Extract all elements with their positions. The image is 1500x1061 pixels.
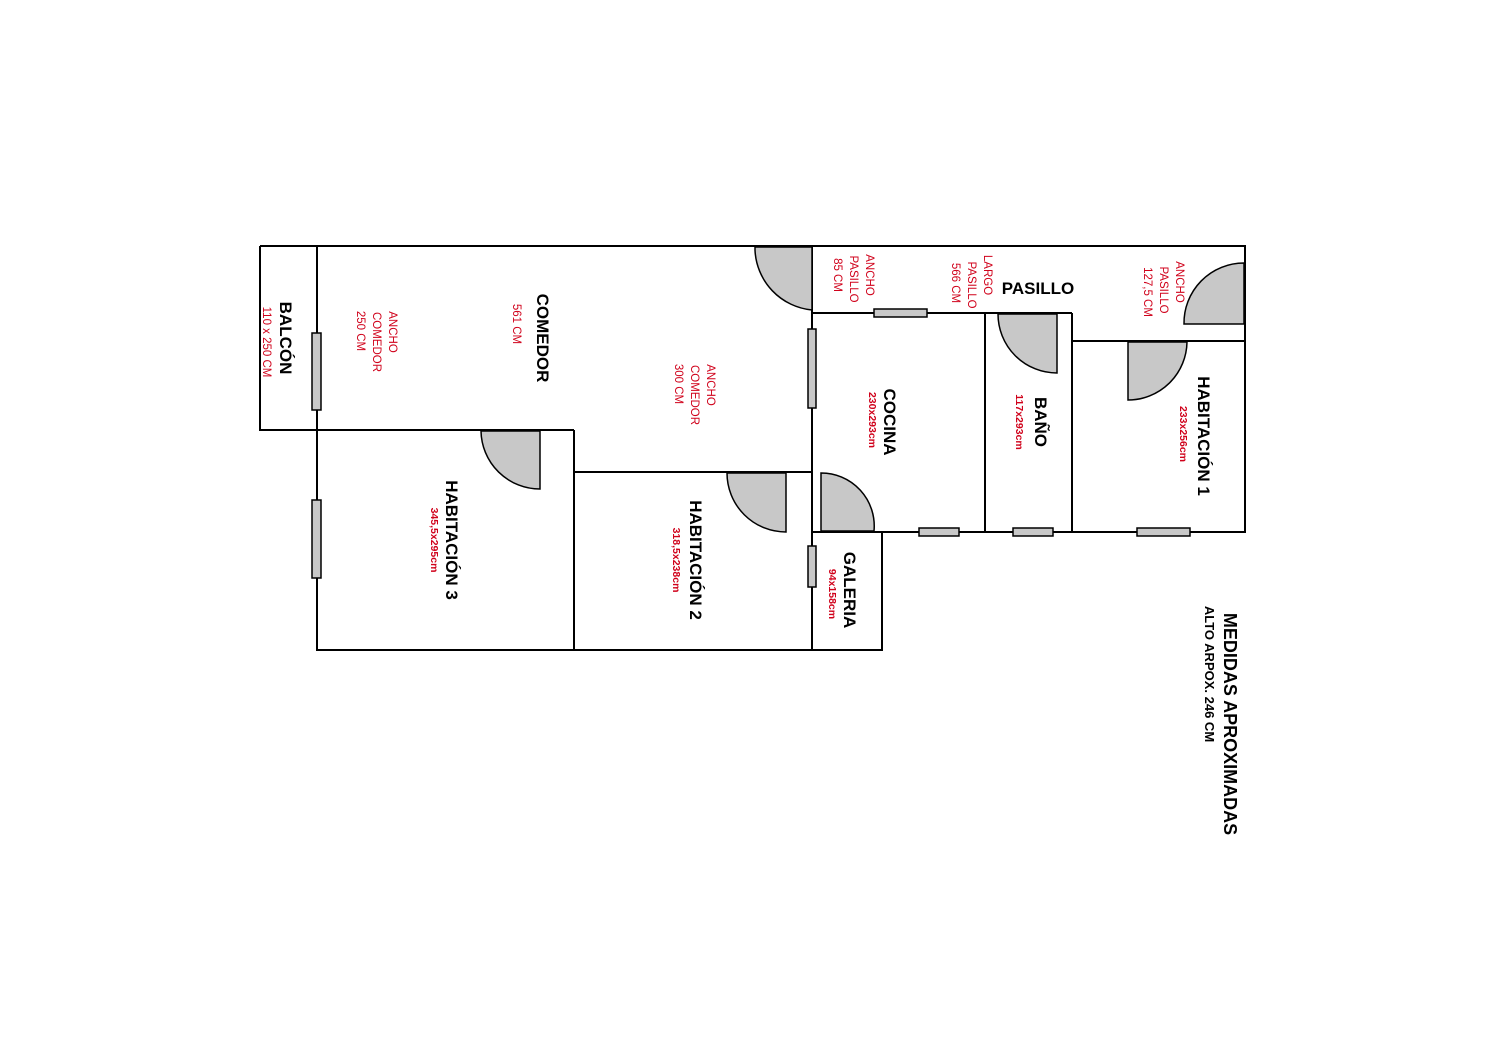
room-name-habitacion-2: HABITACIÓN 2 [686, 500, 705, 620]
room-name-pasillo: PASILLO [1001, 279, 1075, 298]
room-size-habitacion-1: 233x256cm [1177, 405, 1189, 463]
walls [260, 246, 1245, 650]
window-comedor [808, 329, 816, 408]
window-bano [1013, 528, 1053, 536]
note-alto: ALTO ARPOX. 246 CM [1202, 605, 1217, 743]
door-habitacion-1 [1128, 342, 1187, 400]
pasillo-largo-l2: PASILLO [965, 261, 977, 309]
window-habitacion-3 [312, 500, 321, 578]
door-bano [998, 314, 1057, 373]
pasillo-ancho1-l2: PASILLO [847, 255, 859, 303]
pasillo-ancho1-l3: 85 CM [831, 258, 843, 292]
room-width1-comedor-l2: COMEDOR [370, 311, 382, 373]
room-name-comedor: COMEDOR [533, 293, 552, 383]
room-size-balcon: 110 x 250 CM [260, 306, 272, 378]
room-size-habitacion-3: 345,5x295cm [428, 507, 440, 573]
room-width1-comedor-l1: ANCHO [386, 311, 398, 353]
room-name-bano: BAÑO [1031, 396, 1050, 448]
room-length-comedor: 561 CM [510, 303, 522, 345]
room-size-bano: 117x293cm [1013, 394, 1025, 450]
window-balcon [312, 333, 321, 410]
room-name-cocina: COCINA [880, 388, 899, 456]
room-name-galeria: GALERIA [840, 551, 859, 629]
room-size-cocina: 230x293cm [866, 391, 878, 449]
room-size-habitacion-2: 318,5x238cm [670, 527, 682, 593]
door-habitacion-2 [727, 473, 786, 532]
door-habitacion-1-pasillo [1184, 263, 1244, 324]
room-name-habitacion-1: HABITACIÓN 1 [1194, 376, 1213, 496]
pasillo-ancho1-l1: ANCHO [863, 254, 875, 296]
window-habitacion-1 [1137, 528, 1190, 536]
window-cocina [919, 528, 959, 536]
room-width1-comedor-l3: 250 CM [354, 310, 366, 352]
pasillo-ancho2-l3: 127,5 CM [1141, 267, 1153, 317]
pasillo-largo-l1: LARGO [981, 254, 993, 296]
window-galeria [808, 546, 816, 587]
door-comedor [755, 247, 812, 310]
door-galeria [821, 473, 874, 531]
room-name-balcon: BALCÓN [276, 301, 295, 375]
doors [481, 247, 1244, 532]
room-width2-comedor-l3: 300 CM [672, 363, 684, 405]
room-width2-comedor-l2: COMEDOR [688, 364, 700, 426]
pasillo-ancho2-l1: ANCHO [1173, 261, 1185, 303]
room-width2-comedor-l1: ANCHO [704, 364, 716, 406]
window-pasillo [874, 309, 927, 317]
pasillo-largo-l3: 566 CM [949, 262, 961, 304]
room-name-habitacion-3: HABITACIÓN 3 [442, 480, 461, 600]
note-medidas: MEDIDAS APROXIMADAS [1220, 612, 1240, 836]
pasillo-ancho2-l2: PASILLO [1157, 266, 1169, 314]
room-size-galeria: 94x158cm [826, 568, 838, 620]
door-habitacion-3 [481, 431, 540, 489]
